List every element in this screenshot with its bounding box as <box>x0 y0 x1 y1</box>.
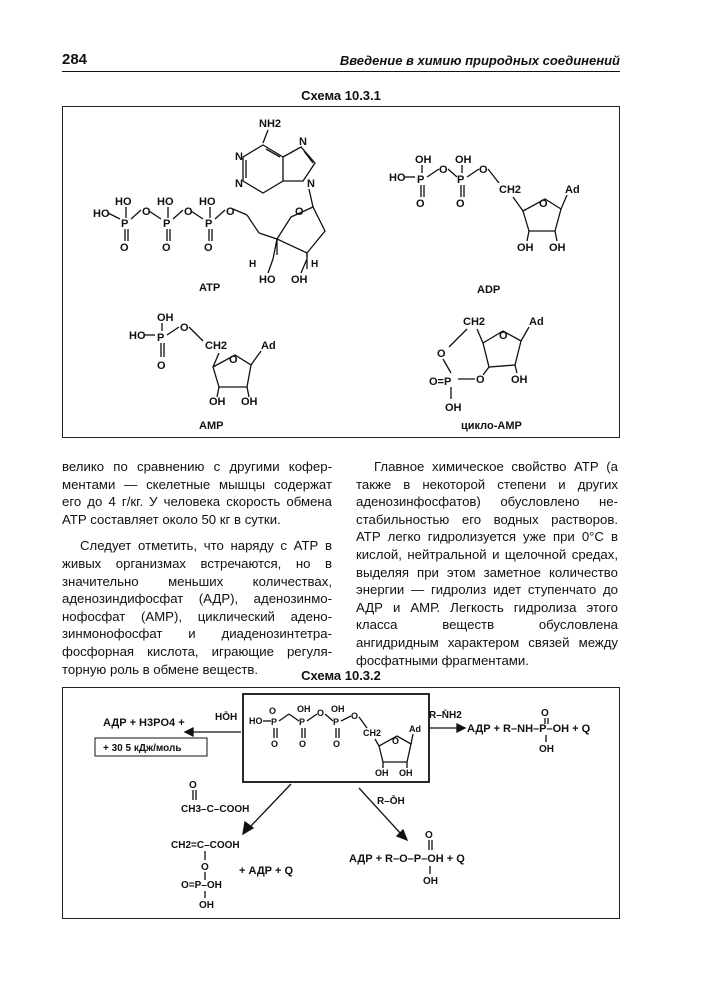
svg-text:N: N <box>235 151 243 163</box>
svg-text:O: O <box>317 708 325 718</box>
svg-text:O: O <box>184 206 193 218</box>
svg-text:P: P <box>299 717 306 727</box>
atp-center-structure <box>249 704 421 778</box>
svg-text:O: O <box>416 198 425 210</box>
svg-text:P: P <box>271 717 278 727</box>
svg-text:O: O <box>271 739 279 749</box>
svg-text:OH: OH <box>157 312 174 324</box>
svg-text:OH: OH <box>331 704 345 714</box>
svg-text:H: H <box>249 259 257 270</box>
svg-text:CH2: CH2 <box>499 184 522 196</box>
svg-text:Ad: Ad <box>529 316 544 328</box>
svg-text:O: O <box>189 780 197 791</box>
left-paragraph-1: велико по сравнению с другими коферментами — скелетные мышцы содержат его до 4 г/кг. У человека скорость обмена АТР составляет около 50 кг в сутки. <box>62 459 332 527</box>
column-left <box>62 458 332 678</box>
svg-text:OH: OH <box>455 154 472 166</box>
svg-text:OH: OH <box>297 704 311 714</box>
pep-products: + АДР + Q <box>239 865 294 877</box>
svg-text:O: O <box>180 322 189 334</box>
alcohol-products: АДР + R–O–P–OH + Q <box>349 853 465 865</box>
svg-text:O: O <box>204 242 213 254</box>
left-products: АДР + H3PO4 + <box>103 717 185 729</box>
column-right <box>356 458 618 669</box>
svg-text:OH: OH <box>539 744 554 755</box>
scheme2-diagram <box>63 688 619 918</box>
header-rule <box>62 71 620 72</box>
svg-text:O: O <box>499 330 508 342</box>
svg-text:CH2=C–COOH: CH2=C–COOH <box>171 840 240 851</box>
svg-text:HO: HO <box>389 172 406 184</box>
svg-text:HO: HO <box>157 196 174 208</box>
pep-structure <box>171 840 294 911</box>
svg-text:OH: OH <box>415 154 432 166</box>
svg-text:O: O <box>425 830 433 841</box>
right-paragraph-1: Главное химическое свойство АТР (а также в некоторой степени и других аденозинфосфатов) обусловлено нестабильностью его водных растворов. АТР легко гидролизуется уже при 0°С в кислой, нейтральной и щелочной средах, выделяя при этом заметное количество энергии — гидролиз идет ступенчато до АДР и АМР. Легкость гидролиза этого класса веществ обусловлена ангидридным характером связей между фосфатными фрагментами. <box>356 459 618 668</box>
svg-text:O: O <box>162 242 171 254</box>
svg-text:O: O <box>120 242 129 254</box>
svg-text:HO: HO <box>249 716 263 726</box>
svg-text:O: O <box>539 198 548 210</box>
svg-text:OH: OH <box>511 374 528 386</box>
svg-text:O: O <box>226 206 235 218</box>
svg-text:O: O <box>299 739 307 749</box>
reagent-amine: R–N̄H2 <box>429 710 462 721</box>
svg-text:O: O <box>351 711 359 721</box>
reagent-alcohol: R–ŌH <box>377 796 405 807</box>
svg-text:N: N <box>307 178 315 190</box>
svg-text:O: O <box>333 739 341 749</box>
scheme2-title: Схема 10.3.2 <box>301 668 381 683</box>
svg-text:O: O <box>456 198 465 210</box>
svg-text:O: O <box>201 862 209 873</box>
svg-text:OH: OH <box>399 768 413 778</box>
svg-text:O: O <box>392 736 400 746</box>
svg-text:HO: HO <box>115 196 132 208</box>
svg-text:CH2: CH2 <box>363 728 382 738</box>
svg-text:Ad: Ad <box>409 724 421 734</box>
book-title: Введение в химию природных соединений <box>339 53 620 68</box>
scheme1-diagram <box>63 107 619 437</box>
svg-text:P: P <box>417 174 425 186</box>
svg-text:OH: OH <box>291 274 308 286</box>
svg-text:N: N <box>235 178 243 190</box>
svg-text:O: O <box>476 374 485 386</box>
svg-text:OH: OH <box>199 900 214 911</box>
svg-text:OH: OH <box>241 396 258 408</box>
svg-text:O=P: O=P <box>429 376 452 388</box>
svg-text:Ad: Ad <box>261 340 276 352</box>
svg-text:OH: OH <box>375 768 389 778</box>
svg-text:OH: OH <box>517 242 534 254</box>
svg-text:HO: HO <box>129 330 146 342</box>
adp-label: ADP <box>477 284 501 296</box>
svg-text:O=P–OH: O=P–OH <box>181 880 222 891</box>
atp-label: ATP <box>199 282 221 294</box>
adp-structure <box>389 154 580 296</box>
scheme1-title: Схема 10.3.1 <box>301 88 381 103</box>
svg-text:HO: HO <box>259 274 276 286</box>
svg-text:N: N <box>299 136 307 148</box>
svg-text:O: O <box>142 206 151 218</box>
svg-text:Ad: Ad <box>565 184 580 196</box>
svg-text:OH: OH <box>445 402 462 414</box>
svg-text:OH: OH <box>549 242 566 254</box>
scheme1-box <box>62 106 620 438</box>
energy-label: + 30 5 кДж/моль <box>103 743 182 754</box>
svg-text:O: O <box>439 164 448 176</box>
svg-text:O: O <box>229 354 238 366</box>
svg-text:O: O <box>295 206 304 218</box>
left-paragraph-2: Следует отметить, что наряду с АТР в живых организмах встречаются, но в значительно меньших количествах, аденозиндифосфат (АДР), аденозинмонофосфат (АМР), циклический аденозинмонофосфат и диаденозинтетрафосфорная кислота, играющие регуляторную роль в обмене веществ. <box>62 538 332 677</box>
amine-products: АДР + R–NH–P–OH + Q <box>467 723 591 735</box>
svg-text:P: P <box>121 218 129 230</box>
svg-text:O: O <box>479 164 488 176</box>
svg-text:P: P <box>457 174 465 186</box>
page-number: 284 <box>62 51 88 68</box>
atp-structure <box>93 118 325 294</box>
svg-text:OH: OH <box>209 396 226 408</box>
acetate: CH3–C–COOH <box>181 804 250 815</box>
atp-nh2-label: NH2 <box>259 118 282 130</box>
cyclo-amp-label: цикло-АМР <box>461 420 522 432</box>
svg-text:HO: HO <box>199 196 216 208</box>
svg-text:CH2: CH2 <box>205 340 228 352</box>
svg-text:P: P <box>205 218 213 230</box>
scheme2-box <box>62 687 620 919</box>
cyclo-amp-structure <box>429 316 544 432</box>
svg-text:O: O <box>437 348 446 360</box>
amp-label: AMP <box>199 420 224 432</box>
svg-text:O: O <box>269 706 277 716</box>
svg-text:OH: OH <box>423 876 438 887</box>
svg-text:P: P <box>333 717 340 727</box>
reagent-water: HŌH <box>215 712 238 723</box>
svg-text:O: O <box>541 708 549 719</box>
svg-text:O: O <box>157 360 166 372</box>
svg-text:H: H <box>311 259 319 270</box>
svg-text:CH2: CH2 <box>463 316 486 328</box>
svg-text:HO: HO <box>93 208 110 220</box>
svg-text:P: P <box>157 332 165 344</box>
svg-text:P: P <box>163 218 171 230</box>
amp-structure <box>129 312 276 432</box>
